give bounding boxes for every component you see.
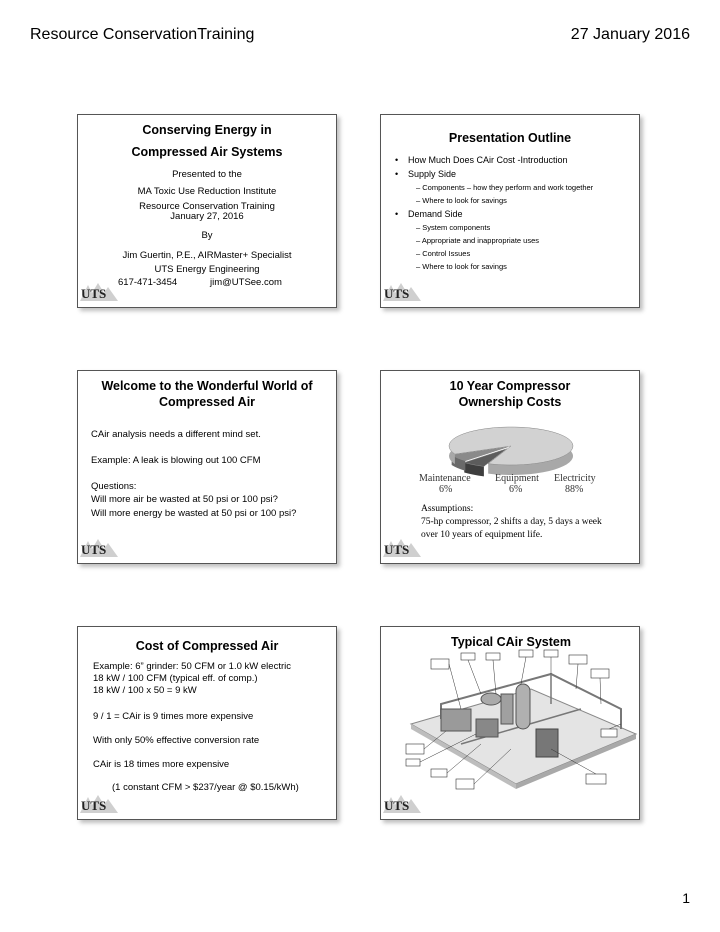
slide5-line6: CAir is 18 times more expensive [93, 759, 230, 770]
bullet-icon: • [395, 169, 399, 179]
slide-1 [77, 114, 337, 308]
slide4-assumptions-line2: over 10 years of equipment life. [421, 530, 543, 540]
slide3-title-line2: Compressed Air [158, 395, 256, 409]
slide2-title: Presentation Outline [448, 131, 572, 145]
uts-logo [78, 793, 124, 819]
slide2-sub-3-1: – System components [416, 223, 491, 232]
pie-value-maintenance: 6% [439, 484, 453, 495]
slide2-bullet-3: Demand Side [408, 209, 463, 219]
slide1-org1: MA Toxic Use Reduction Institute [137, 186, 277, 197]
slide5-line7: (1 constant CFM > $237/year @ $0.15/kWh) [112, 782, 299, 793]
slide5-line4: 9 / 1 = CAir is 9 times more expensive [93, 711, 254, 722]
uts-logo [78, 281, 124, 307]
slide3-line3: Questions: [91, 481, 137, 492]
compressed-air-system-diagram [401, 649, 639, 794]
slide1-title-line1: Conserving Energy in [142, 123, 272, 137]
slide2-sub-3-4: – Where to look for savings [416, 262, 507, 271]
uts-logo [381, 281, 427, 307]
slide4-title-line1: 10 Year Compressor [449, 379, 571, 393]
pie-category-maintenance: Maintenance [419, 473, 471, 484]
slide4-assumptions-label: Assumptions: [421, 504, 474, 514]
slide1-org2: Resource Conservation Training [139, 201, 275, 212]
header-right: 27 January 2016 [570, 26, 690, 43]
slide5-title: Cost of Compressed Air [135, 639, 279, 653]
slide1-title-line2: Compressed Air Systems [131, 145, 283, 159]
slide3-line5: Will more energy be wasted at 50 psi or 100 psi? [91, 508, 297, 519]
slide-5 [77, 626, 337, 820]
slide2-sub-3-2: – Appropriate and inappropriate uses [416, 236, 540, 245]
pie-category-equipment: Equipment [495, 473, 539, 484]
uts-logo [381, 793, 427, 819]
slide5-line1: Example: 6” grinder: 50 CFM or 1.0 kW electric [93, 661, 291, 672]
bullet-icon: • [395, 209, 399, 219]
slide1-presented: Presented to the [172, 169, 242, 180]
slide5-line5: With only 50% effective conversion rate [93, 735, 260, 746]
slide1-email: jim@UTSee.com [210, 277, 282, 288]
slide6-title: Typical CAir System [451, 635, 571, 649]
slide4-title-line2: Ownership Costs [458, 395, 562, 409]
slide1-company: UTS Energy Engineering [154, 264, 260, 275]
slide4-assumptions-line1: 75-hp compressor, 2 shifts a day, 5 days a week [421, 517, 602, 527]
bullet-icon: • [395, 155, 399, 165]
slide3-line4: Will more air be wasted at 50 psi or 100 psi? [91, 494, 278, 505]
pie-value-electricity: 88% [565, 484, 584, 495]
slide2-sub-3-3: – Control Issues [416, 249, 471, 258]
pie-value-equipment: 6% [509, 484, 523, 495]
slide3-line2: Example: A leak is blowing out 100 CFM [91, 455, 261, 466]
slide1-date: January 27, 2016 [170, 211, 244, 222]
pie-category-electricity: Electricity [554, 473, 596, 484]
uts-logo [78, 537, 124, 563]
slide3-title-line1: Welcome to the Wonderful World of [101, 379, 313, 393]
slide2-sub-2-2: – Where to look for savings [416, 196, 507, 205]
slide-3 [77, 370, 337, 564]
slide1-phone: 617-471-3454 [118, 277, 178, 288]
slide2-bullet-1: How Much Does CAir Cost -Introduction [408, 155, 568, 165]
page-number: 1 [682, 890, 690, 906]
slide2-sub-2-1: – Components – how they perform and work together [416, 183, 594, 192]
uts-logo [381, 537, 427, 563]
header-left: Resource ConservationTraining [30, 26, 255, 43]
slide1-author: Jim Guertin, P.E., AIRMaster+ Specialist [122, 250, 292, 261]
slide3-line1: CAir analysis needs a different mind set. [91, 429, 261, 440]
slide-2 [380, 114, 640, 308]
slide2-bullet-2: Supply Side [408, 169, 457, 179]
slide-6 [380, 626, 640, 820]
ownership-pie-chart [381, 411, 639, 511]
slide5-line2: 18 kW / 100 CFM (typical eff. of comp.) [93, 673, 258, 684]
slide1-by: By [201, 230, 213, 241]
slide-4 [380, 370, 640, 564]
slide5-line3: 18 kW / 100 x 50 = 9 kW [93, 685, 197, 696]
